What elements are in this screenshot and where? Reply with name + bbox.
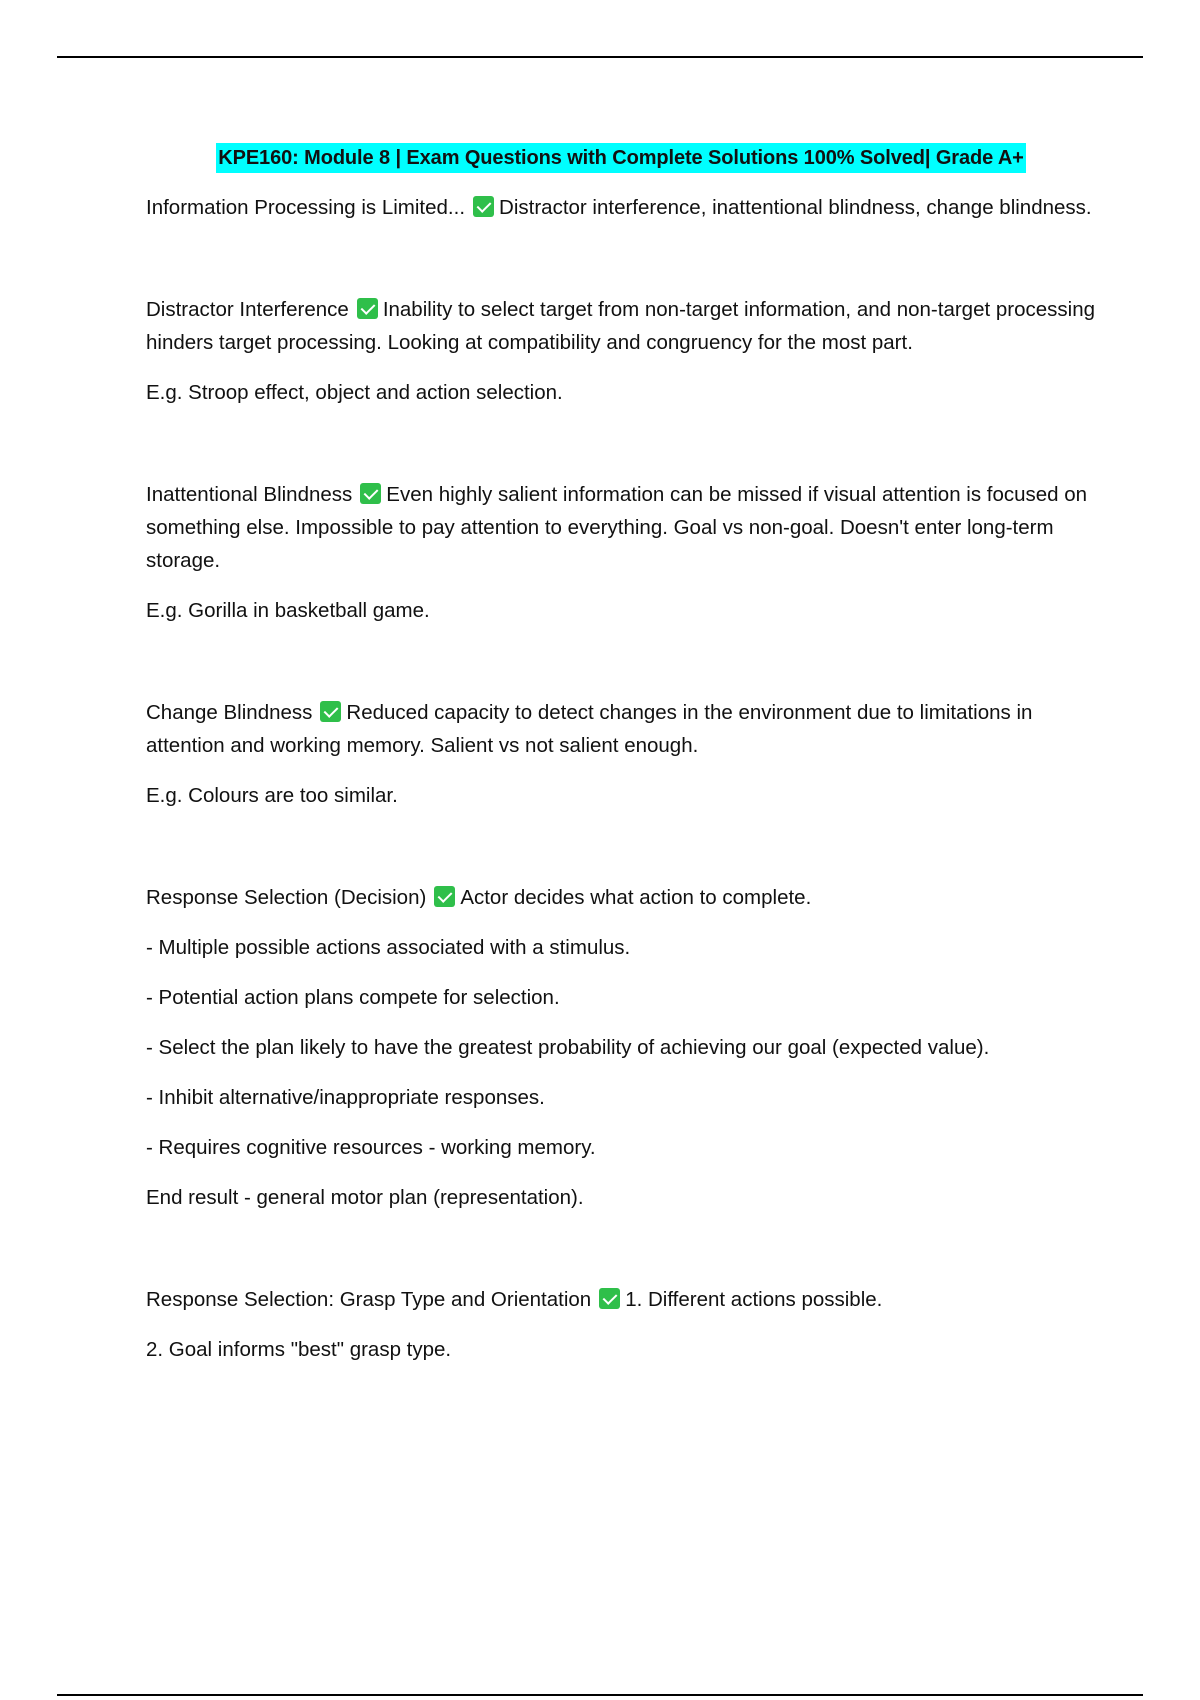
entry-gap [146, 1231, 1096, 1283]
check-box-icon [360, 483, 381, 504]
qa-term: Information Processing is Limited... [146, 196, 466, 219]
qa-extra-line: E.g. Colours are too similar. [146, 784, 398, 807]
entry-gap [146, 241, 1096, 293]
qa-question [146, 696, 1096, 762]
entry-gap [146, 644, 1096, 696]
qa-term: Distractor Interference [146, 298, 349, 321]
qa-entry [146, 191, 1096, 224]
qa-answer: Reduced capacity to detect changes in the environment due to limitations in attention and working memory. Salient vs not salient enough. [146, 701, 1033, 757]
qa-extra-line: - Multiple possible actions associated with a stimulus. [146, 936, 631, 959]
header-rule [57, 56, 1143, 58]
qa-answer: 1. Different actions possible. [625, 1288, 883, 1311]
qa-entry [146, 881, 1096, 1214]
entry-gap [146, 426, 1096, 478]
qa-question [146, 1283, 1096, 1316]
title-wrap [146, 143, 1096, 173]
qa-question [146, 881, 1096, 914]
qa-entry [146, 696, 1096, 812]
qa-extra-line: - Potential action plans compete for selection. [146, 986, 560, 1009]
check-box-icon [599, 1288, 620, 1309]
qa-answer: Even highly salient information can be missed if visual attention is focused on something else. Impossible to pay attention to everything. Goal vs non-goal. Doesn't enter long-term storage. [146, 483, 1088, 572]
document-body [146, 143, 1096, 1383]
qa-term: Response Selection: Grasp Type and Orientation [146, 1288, 592, 1311]
entry-gap [146, 829, 1096, 881]
check-box-icon [357, 298, 378, 319]
check-box-icon [473, 196, 494, 217]
qa-term: Change Blindness [146, 701, 313, 724]
qa-extra-line: E.g. Gorilla in basketball game. [146, 599, 430, 622]
check-box-icon [320, 701, 341, 722]
qa-extra-line: - Requires cognitive resources - working memory. [146, 1136, 596, 1159]
qa-entry [146, 478, 1096, 627]
qa-entry [146, 293, 1096, 409]
qa-question [146, 293, 1096, 359]
qa-answer: Distractor interference, inattentional blindness, change blindness. [499, 196, 1092, 219]
qa-term: Inattentional Blindness [146, 483, 353, 506]
qa-term: Response Selection (Decision) [146, 886, 427, 909]
qa-answer: Inability to select target from non-target information, and non-target processing hinders target processing. Looking at compatibility and congruency for the most part. [146, 298, 1095, 354]
qa-question [146, 478, 1096, 577]
qa-question [146, 191, 1096, 224]
qa-extra-line: - Inhibit alternative/inappropriate responses. [146, 1086, 545, 1109]
qa-extra-line: E.g. Stroop effect, object and action selection. [146, 381, 563, 404]
qa-extra-line: - Select the plan likely to have the greatest probability of achieving our goal (expected value). [146, 1036, 990, 1059]
qa-answer: Actor decides what action to complete. [460, 886, 812, 909]
document-title: KPE160: Module 8 | Exam Questions with Complete Solutions 100% Solved| Grade A+ [216, 143, 1026, 173]
qa-entry [146, 1283, 1096, 1366]
footer-rule [57, 1694, 1143, 1696]
qa-extra-line: 2. Goal informs "best" grasp type. [146, 1338, 452, 1361]
qa-extra-line: End result - general motor plan (representation). [146, 1186, 584, 1209]
check-box-icon [434, 886, 455, 907]
